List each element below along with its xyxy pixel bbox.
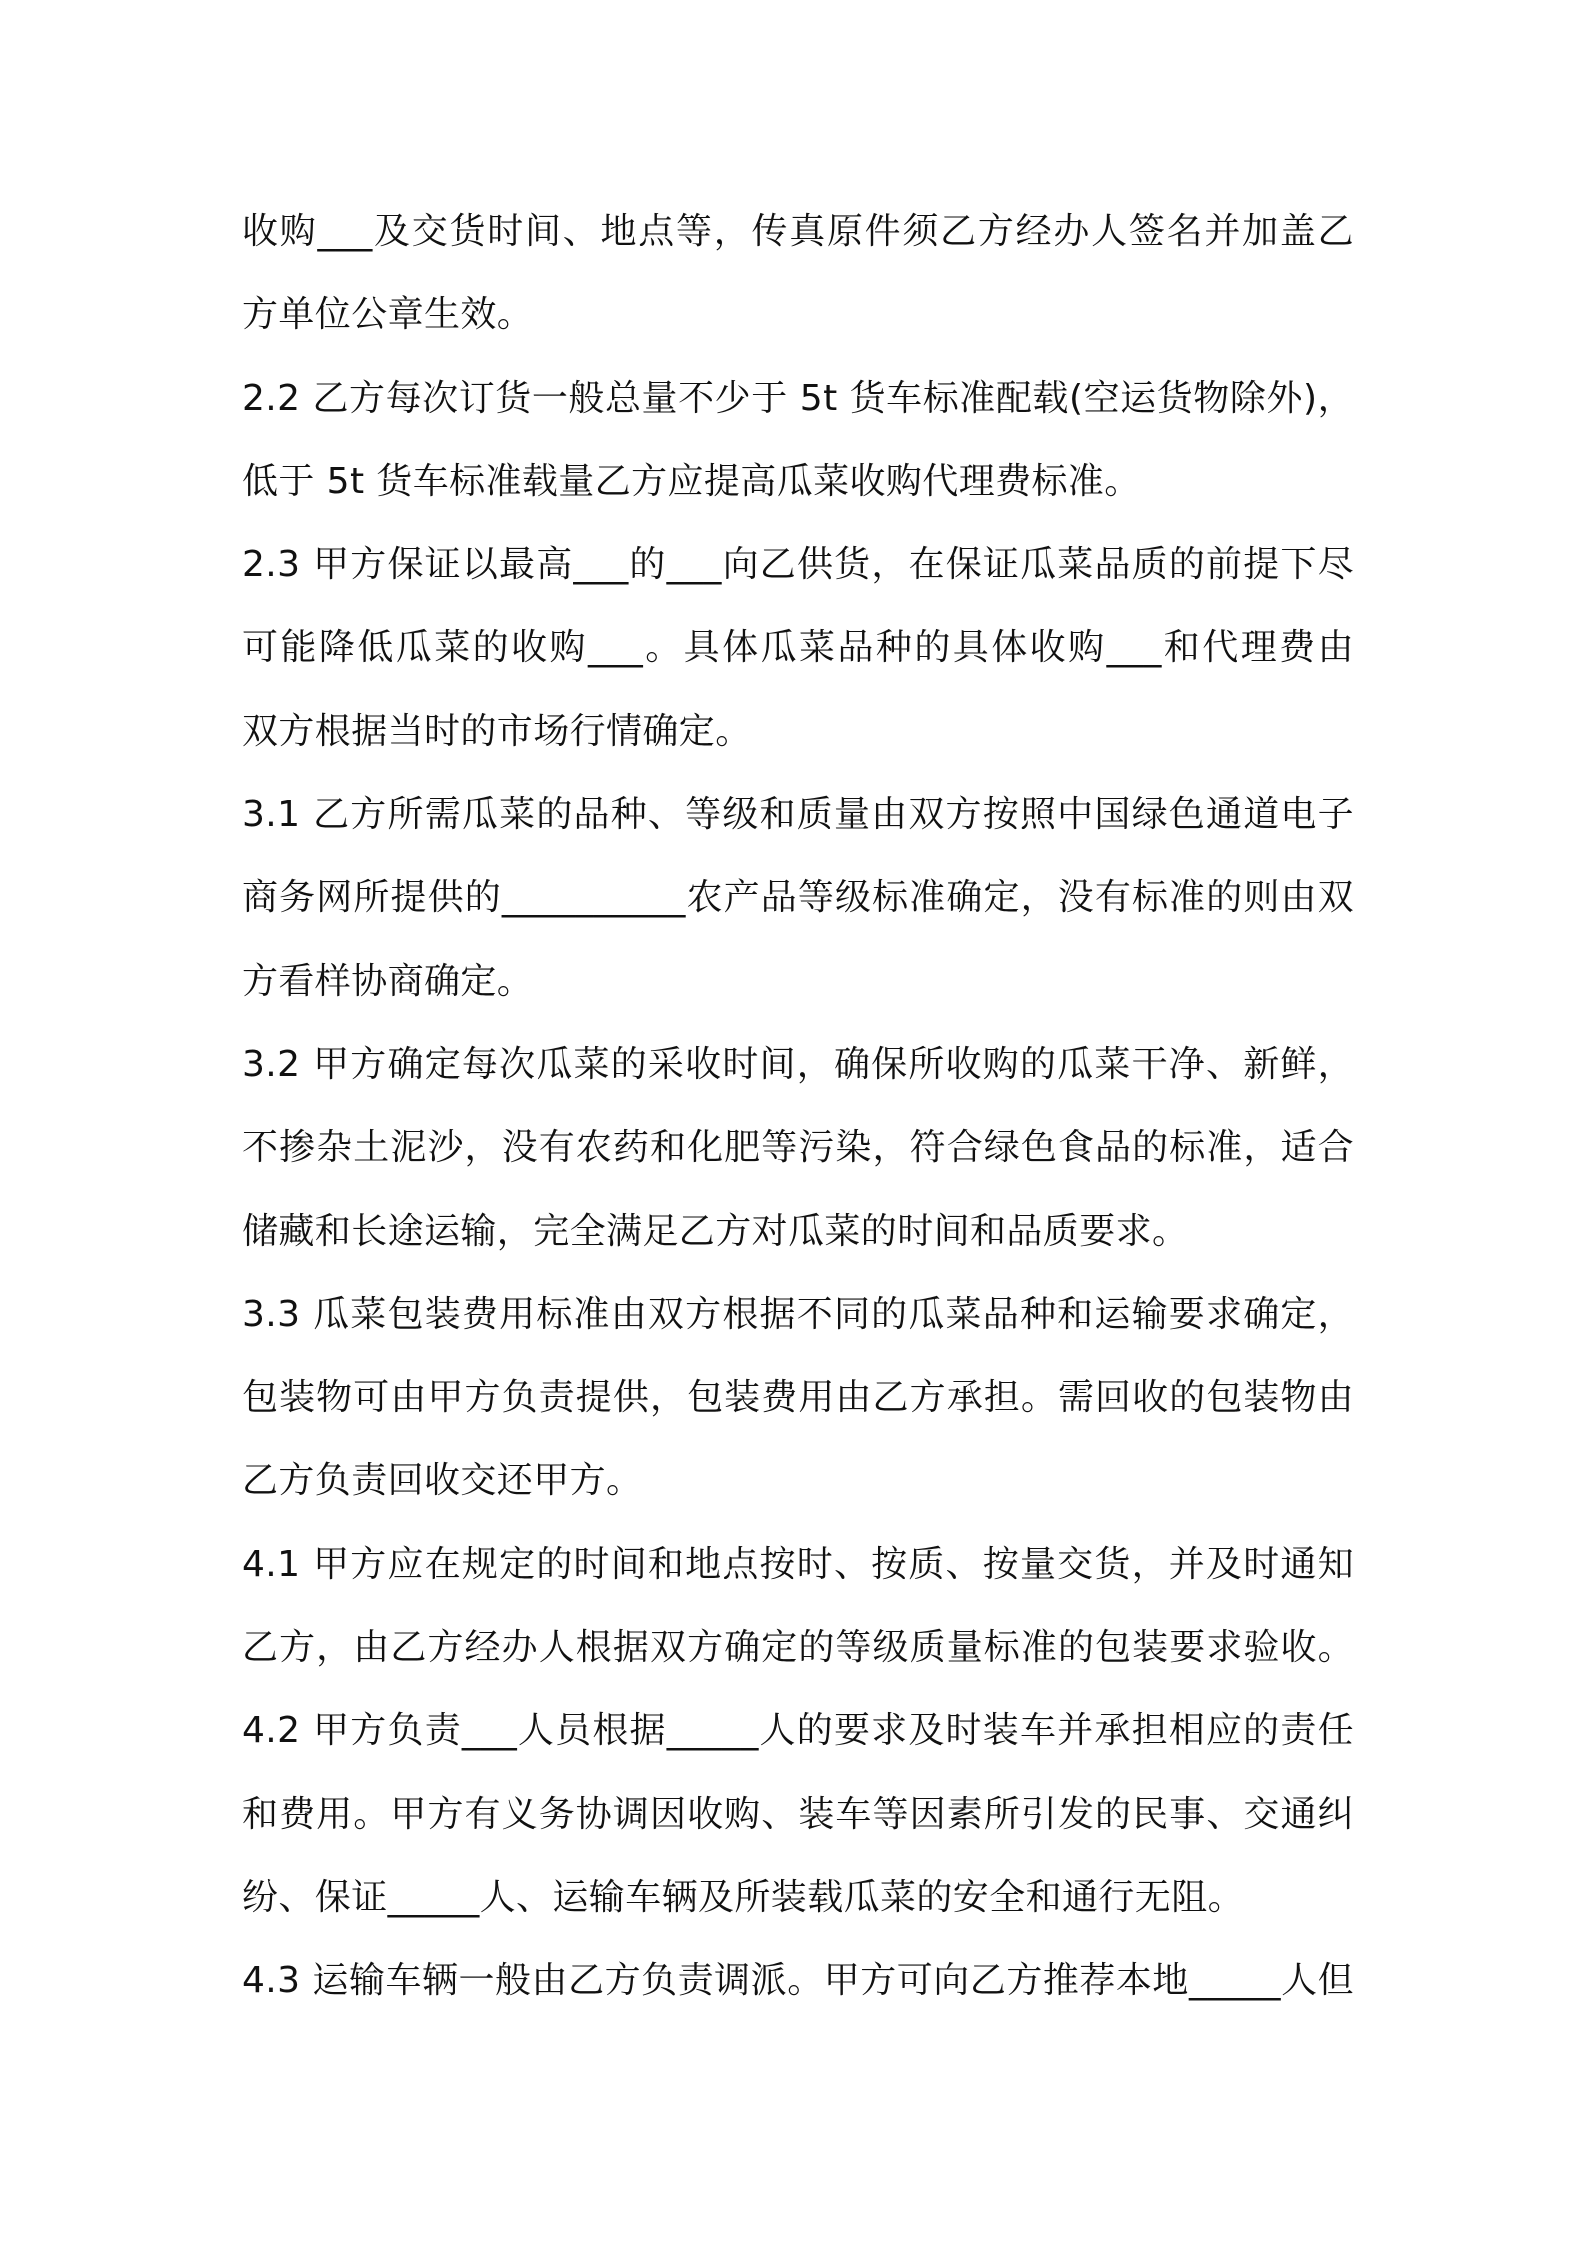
text-line: 储藏和长途运输，完全满足乙方对瓜菜的时间和品质要求。 (242, 1210, 1189, 1252)
text-line: 低于 5t 货车标准载量乙方应提高瓜菜收购代理费标准。 (242, 460, 1141, 502)
text-line: 和费用。甲方有义务协调因收购、装车等因素所引发的民事、交通纠 (242, 1793, 1354, 1835)
text-line: 商务网所提供的__________农产品等级标准确定，没有标准的则由双 (242, 877, 1354, 919)
text-line: 乙方，由乙方经办人根据双方确定的等级质量标准的包装要求验收。 (242, 1627, 1354, 1669)
text-line: 乙方负责回收交还甲方。 (242, 1460, 643, 1502)
contract-body-text (242, 190, 1354, 2023)
text-line: 方单位公章生效。 (242, 294, 534, 336)
text-line: 3.2 甲方确定每次瓜菜的采收时间，确保所收购的瓜菜干净、新鲜， (242, 1043, 1354, 1085)
text-line: 4.3 运输车辆一般由乙方负责调派。甲方可向乙方推荐本地_____人但 (242, 1960, 1354, 2002)
text-line: 3.1 乙方所需瓜菜的品种、等级和质量由双方按照中国绿色通道电子 (242, 794, 1354, 836)
text-line: 4.1 甲方应在规定的时间和地点按时、按质、按量交货，并及时通知 (242, 1543, 1354, 1585)
text-line: 收购___及交货时间、地点等，传真原件须乙方经办人签名并加盖乙 (242, 211, 1354, 252)
text-line: 2.2 乙方每次订货一般总量不少于 5t 货车标准配载(空运货物除外)， (242, 377, 1354, 419)
text-line: 4.2 甲方负责___人员根据_____人的要求及时装车并承担相应的责任 (242, 1710, 1354, 1752)
text-line: 包装物可由甲方负责提供，包装费用由乙方承担。需回收的包装物由 (242, 1377, 1354, 1419)
text-line: 双方根据当时的市场行情确定。 (242, 710, 752, 752)
text-line: 可能降低瓜菜的收购___。具体瓜菜品种的具体收购___和代理费由 (242, 627, 1354, 669)
text-line: 纷、保证_____人、运输车辆及所装载瓜菜的安全和通行无阻。 (242, 1876, 1245, 1918)
text-line: 2.3 甲方保证以最高___的___向乙供货，在保证瓜菜品质的前提下尽 (242, 544, 1354, 586)
text-line: 3.3 瓜菜包装费用标准由双方根据不同的瓜菜品种和运输要求确定， (242, 1293, 1354, 1335)
text-line: 方看样协商确定。 (242, 960, 534, 1002)
text-line: 不掺杂土泥沙，没有农药和化肥等污染，符合绿色食品的标准，适合 (242, 1127, 1354, 1169)
